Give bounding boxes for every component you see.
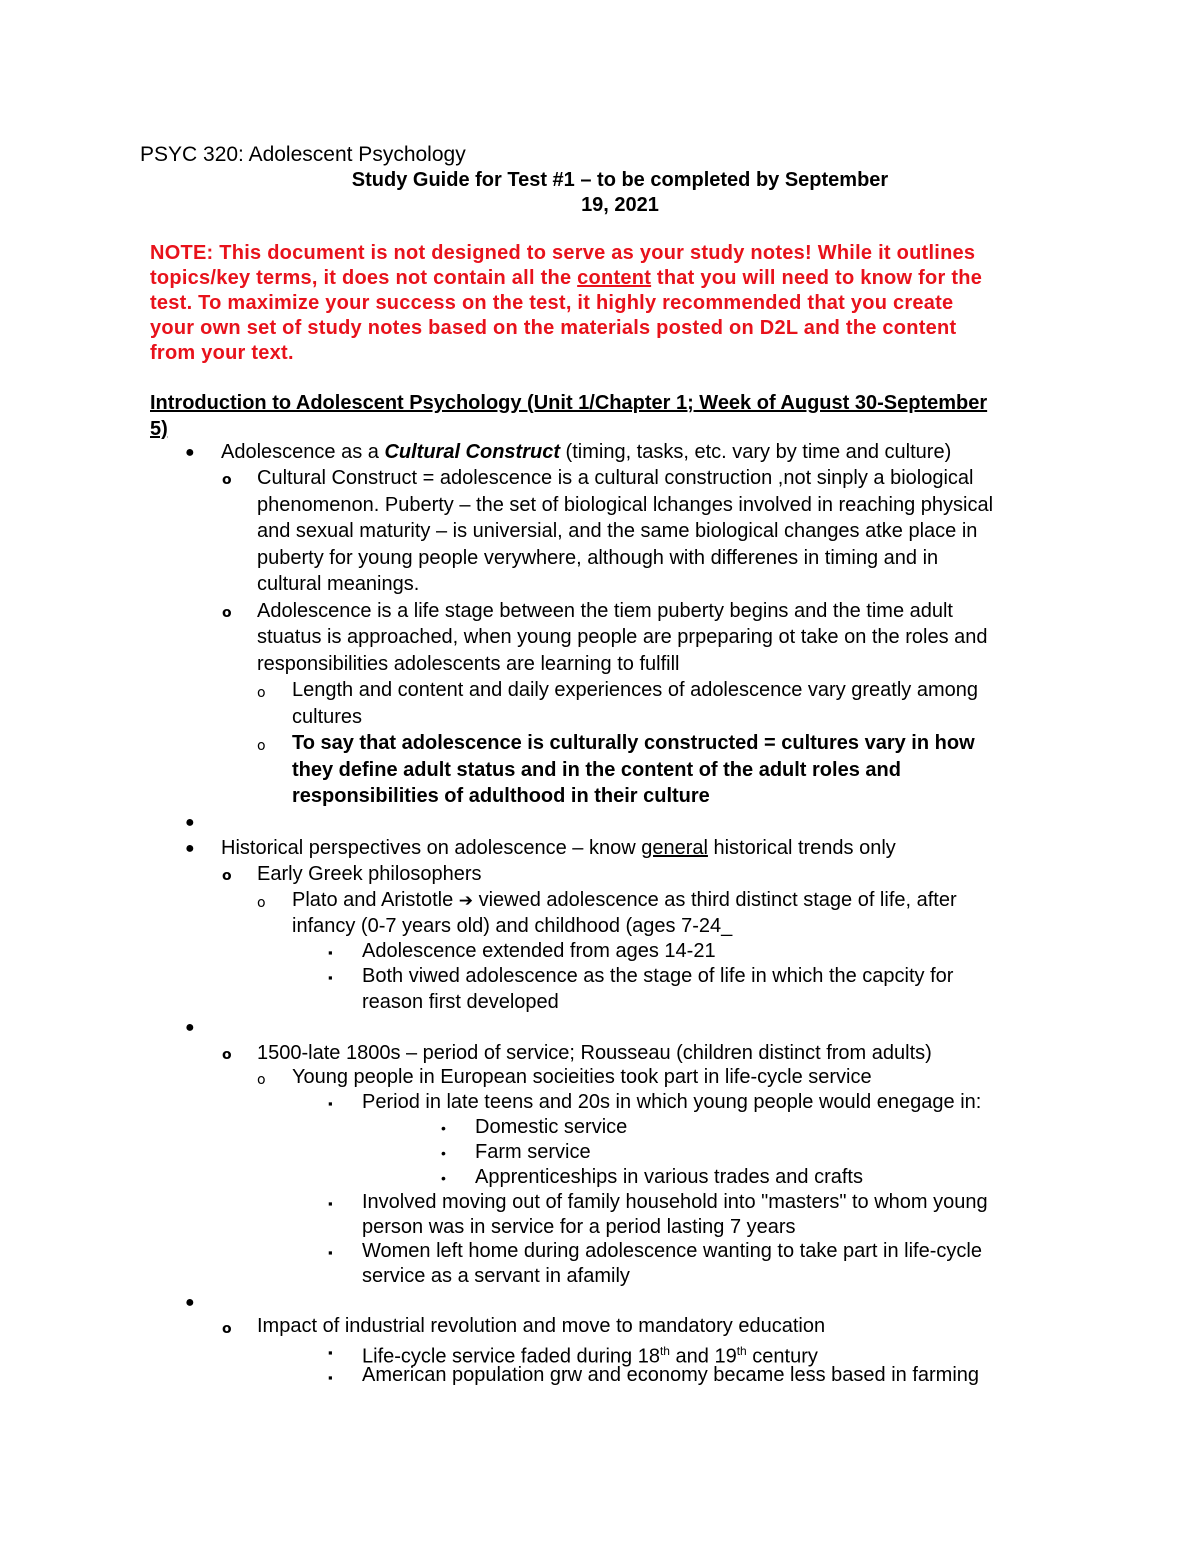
section-heading [150, 390, 1070, 442]
note-line [150, 266, 1050, 291]
list-item-text: To say that adolescence is culturally constructed = cultures vary in how [292, 732, 975, 754]
note-underlined-word: content [577, 267, 652, 289]
list-item-text: cultural meanings. [257, 573, 420, 595]
bullet-circle-icon: o [222, 1321, 232, 1337]
bullet-dot-icon: ● [185, 814, 195, 831]
section-heading-line: Introduction to Adolescent Psychology (Unit 1/Chapter 1; Week of August 30-September [150, 392, 988, 414]
list-item-text: phenomenon. Puberty – the set of biological lchanges involved in reaching physical [257, 494, 994, 516]
bullet-square-icon: ▪ [328, 1370, 333, 1385]
item-text: Historical perspectives on adolescence – know [221, 837, 642, 859]
course-header: PSYC 320: Adolescent Psychology [140, 143, 466, 166]
bullet-circle-icon: o [257, 738, 266, 754]
list-item-text: Adolescence is a life stage between the tiem puberty begins and the time adult [257, 600, 953, 622]
note-text: topics/key terms, it does not contain all the [150, 267, 578, 289]
note-text: that you will need to know for the [651, 267, 983, 289]
arrow-right-icon: ➔ [458, 891, 474, 911]
title-line-2: 19, 2021 [581, 194, 659, 216]
item-text: and 19 [669, 1345, 737, 1368]
list-item [221, 835, 896, 862]
bullet-square-icon: ▪ [328, 1196, 333, 1211]
list-item-text: Early Greek philosophers [257, 863, 482, 885]
list-item-text: American population grw and economy became less based in farming [362, 1364, 980, 1386]
list-item [292, 887, 957, 915]
item-text: Life-cycle service faded during 18 [362, 1345, 660, 1368]
list-item-text: puberty for young people verywhere, although with differenes in timing and in [257, 547, 939, 569]
list-item-text: responsibilities of adulthood in their culture [292, 785, 710, 807]
list-item-text: responsibilities adolescents are learning to fulfill [257, 653, 680, 675]
superscript: th [659, 1344, 670, 1358]
list-item-text: stuatus is approached, when young people are prpeparing ot take on the roles and [257, 626, 988, 648]
bullet-circle-icon: o [222, 605, 232, 621]
note-paragraph [150, 241, 1050, 366]
item-text: (timing, tasks, etc. vary by time and culture) [560, 441, 952, 463]
list-item-text: Period in late teens and 20s in which young people would enegage in: [362, 1091, 982, 1113]
list-item-text: infancy (0-7 years old) and childhood (ages 7-24_ [292, 915, 733, 937]
list-item-text: Both viwed adolescence as the stage of life in which the capcity for [362, 965, 954, 987]
list-item-text: cultures [292, 706, 363, 728]
bullet-circle-icon: o [222, 868, 232, 884]
bullet-circle-icon: o [257, 685, 266, 701]
note-line: test. To maximize your success on the test, it highly recommended that you create [150, 292, 954, 314]
list-item-text: they define adult status and in the content of the adult roles and [292, 759, 901, 781]
item-underlined: general [641, 837, 708, 859]
bullet-square-icon: ▪ [328, 1345, 333, 1360]
note-line: NOTE: This document is not designed to serve as your study notes! While it outlines [150, 242, 976, 264]
item-text: Plato and Aristotle [292, 889, 459, 911]
section-heading-line: 5) [150, 418, 168, 440]
title-line-1: Study Guide for Test #1 – to be completed by September [351, 169, 889, 191]
bullet-dot-icon: ● [185, 840, 195, 857]
bullet-square-icon: ▪ [328, 1096, 333, 1111]
bullet-dot-icon: ● [185, 1294, 195, 1311]
bullet-circle-icon: o [257, 895, 266, 911]
item-emphasis: Cultural Construct [384, 441, 560, 463]
bullet-dot-icon: ● [185, 1019, 195, 1036]
list-item-text: 1500-late 1800s – period of service; Rousseau (children distinct from adults) [257, 1042, 932, 1064]
list-item-text: Impact of industrial revolution and move to mandatory education [257, 1315, 826, 1337]
list-item-text: Cultural Construct = adolescence is a cultural construction ,not sinply a biological [257, 467, 974, 489]
list-item-text: Young people in European socieities took part in life-cycle service [292, 1066, 872, 1088]
bullet-circle-icon: o [257, 1072, 266, 1088]
list-item [221, 439, 951, 466]
bullet-small-dot-icon: • [441, 1145, 446, 1161]
item-text: Adolescence as a [221, 441, 385, 463]
bullet-circle-icon: o [222, 1047, 232, 1063]
bullet-square-icon: ▪ [328, 970, 333, 985]
bullet-square-icon: ▪ [328, 945, 333, 960]
bullet-small-dot-icon: • [441, 1170, 446, 1186]
list-item-text: and sexual maturity – is universial, and the same biological changes atke place in [257, 520, 978, 542]
page-title [300, 168, 940, 218]
item-text: historical trends only [707, 837, 896, 859]
note-line: from your text. [150, 342, 294, 364]
list-item-text: person was in service for a period lasting 7 years [362, 1216, 796, 1238]
bullet-dot-icon: ● [185, 444, 195, 461]
list-item-text: Adolescence extended from ages 14-21 [362, 940, 716, 962]
list-item-text: reason first developed [362, 991, 559, 1013]
item-text: century [746, 1345, 818, 1368]
list-item-text: Domestic service [475, 1116, 628, 1138]
superscript: th [736, 1344, 747, 1358]
list-item-text: Women left home during adolescence wanting to take part in life-cycle [362, 1240, 982, 1262]
list-item-text: service as a servant in afamily [362, 1265, 630, 1287]
list-item-text: Farm service [475, 1141, 591, 1163]
list-item-text: Involved moving out of family household into "masters" to whom young [362, 1191, 988, 1213]
bullet-small-dot-icon: • [441, 1120, 446, 1136]
list-item-text: Apprenticeships in various trades and crafts [475, 1166, 863, 1188]
item-text: viewed adolescence as third distinct stage of life, after [473, 889, 957, 911]
bullet-square-icon: ▪ [328, 1245, 333, 1260]
note-line: your own set of study notes based on the materials posted on D2L and the content [150, 317, 957, 339]
list-item-text: Length and content and daily experiences of adolescence vary greatly among [292, 679, 979, 701]
bullet-circle-icon: o [222, 472, 232, 488]
